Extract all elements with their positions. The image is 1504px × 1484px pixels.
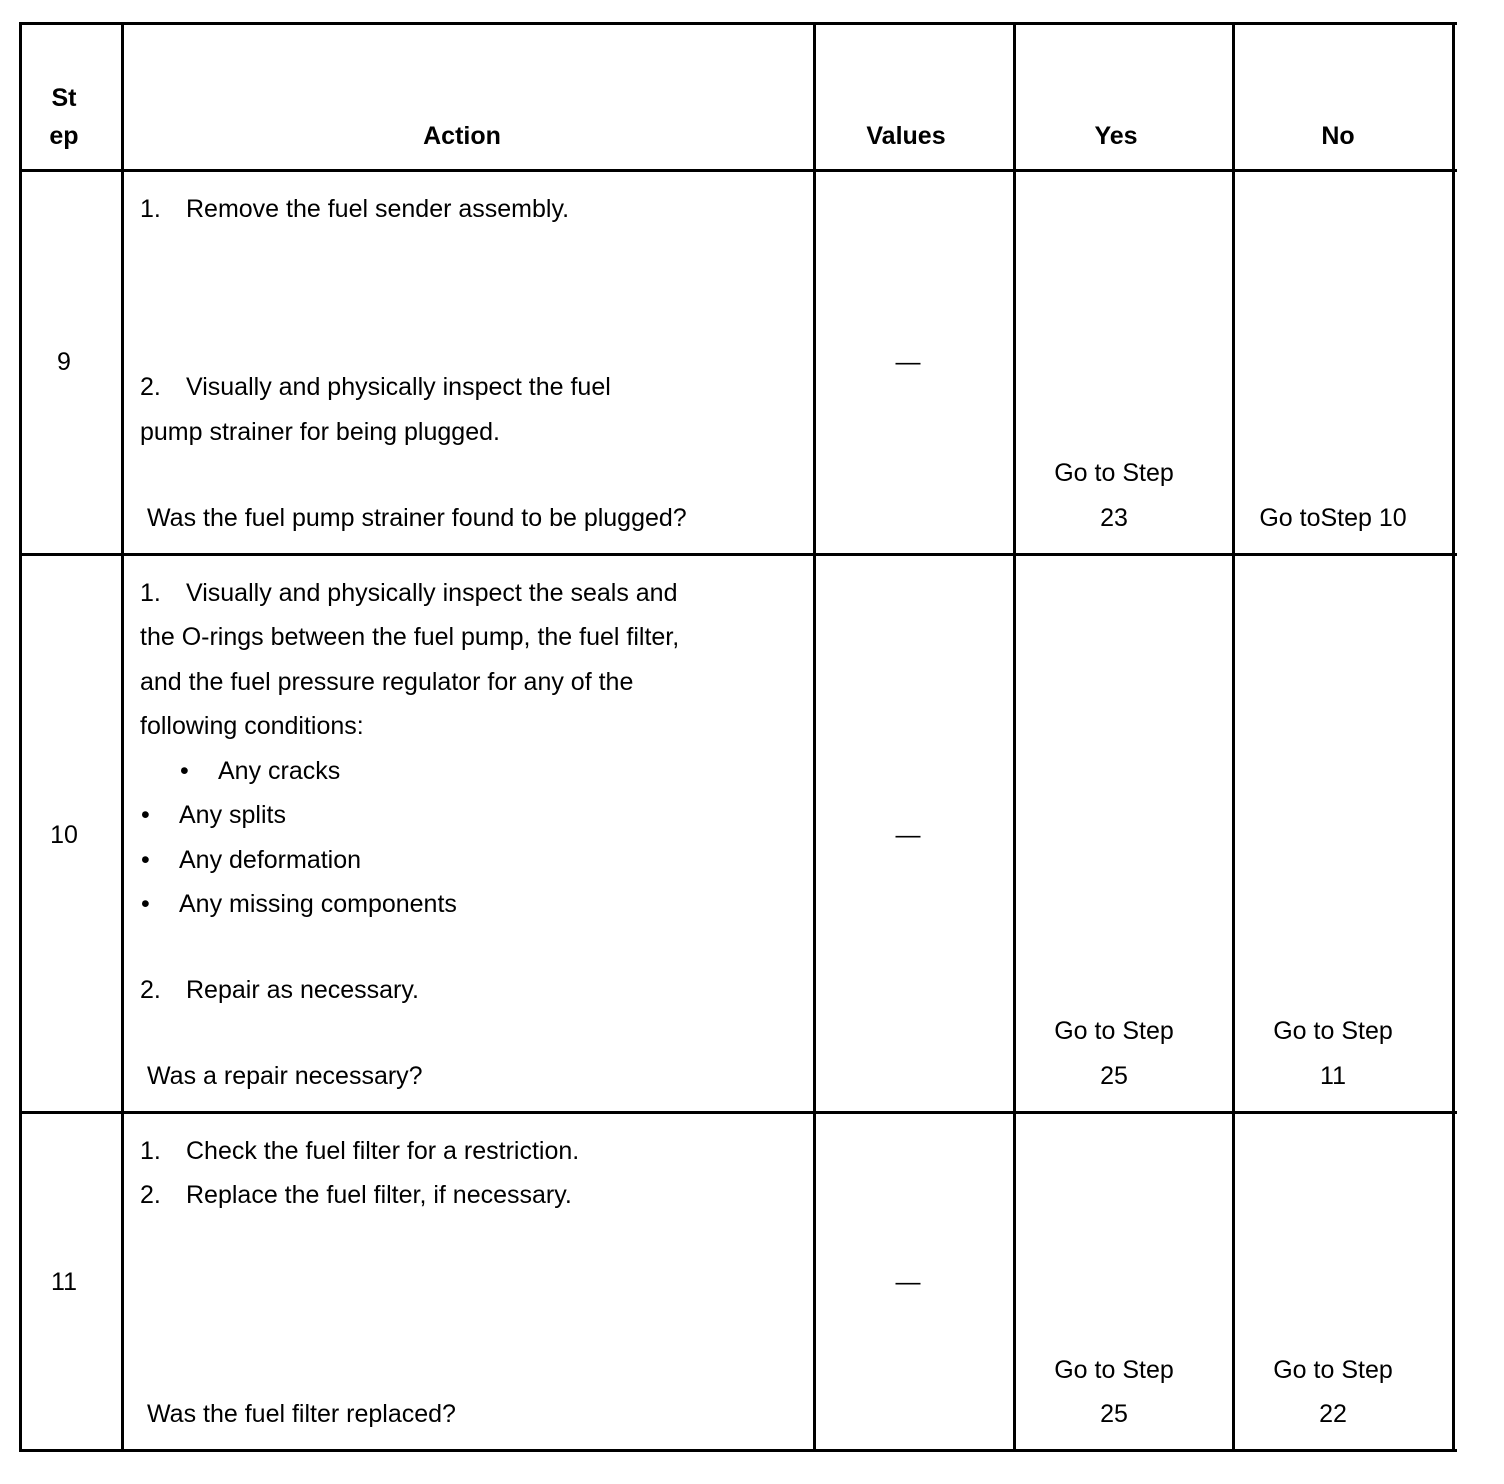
row-divider-10 [19, 1111, 1457, 1114]
no-cell-line2: 11 [1320, 1062, 1346, 1090]
action-question: Was the fuel filter replaced? [147, 1400, 456, 1428]
bullet-text: Any deformation [179, 846, 362, 874]
yes-cell-line1: Go to Step [1054, 459, 1174, 487]
bullet-item [141, 800, 286, 830]
bullet-item [141, 845, 361, 875]
action-item [140, 194, 569, 224]
step-number: 10 [50, 821, 78, 849]
item-text: Remove the fuel sender assembly. [186, 195, 570, 223]
table-border-right [1452, 22, 1455, 1452]
header-divider [19, 169, 1457, 172]
item-text: Visually and physically inspect the fuel [186, 373, 611, 401]
no-cell-line2: 22 [1319, 1400, 1347, 1428]
yes-cell-line1: Go to Step [1054, 1017, 1174, 1045]
bullet-glyph: • [180, 757, 189, 785]
item-text: Visually and physically inspect the seals and [186, 579, 678, 607]
col-divider-yes [1232, 22, 1235, 1452]
item-number: 1. [140, 1137, 161, 1165]
bullet-glyph: • [141, 801, 150, 829]
bullet-item [180, 756, 340, 786]
action-item-continuation: the O-rings between the fuel pump, the fuel filter, [140, 623, 680, 651]
action-item [140, 975, 419, 1005]
yes-cell-line2: 23 [1100, 504, 1128, 532]
header-no: No [1321, 122, 1355, 150]
yes-cell-line2: 25 [1100, 1062, 1128, 1090]
no-cell: Go toStep 10 [1259, 504, 1407, 532]
no-cell-line1: Go to Step [1273, 1017, 1393, 1045]
bullet-glyph: • [141, 890, 150, 918]
yes-cell-line2: 25 [1100, 1400, 1128, 1428]
no-cell-line1: Go to Step [1273, 1356, 1393, 1384]
item-number: 1. [140, 195, 161, 223]
col-divider-values [1013, 22, 1016, 1452]
bullet-text: Any cracks [218, 757, 341, 785]
item-number: 2. [140, 373, 161, 401]
table-border-top [19, 22, 1457, 25]
step-number: 11 [51, 1268, 77, 1296]
item-text: Replace the fuel filter, if necessary. [186, 1181, 572, 1209]
step-number: 9 [57, 348, 71, 376]
row-divider-9 [19, 553, 1457, 556]
yes-cell-line1: Go to Step [1054, 1356, 1174, 1384]
action-item [140, 1136, 579, 1166]
header-action: Action [423, 122, 501, 150]
item-number: 1. [140, 579, 161, 607]
header-values: Values [866, 122, 946, 150]
header-step-line2: ep [49, 122, 79, 150]
bullet-item [141, 889, 457, 919]
action-item [140, 578, 678, 608]
bullet-glyph: • [141, 846, 150, 874]
table-border-bottom [19, 1449, 1457, 1452]
action-item [140, 372, 611, 402]
item-text: Repair as necessary. [186, 976, 419, 1004]
values-cell: — [895, 821, 921, 849]
item-text: Check the fuel filter for a restriction. [186, 1137, 580, 1165]
action-question: Was the fuel pump strainer found to be plugged? [147, 504, 687, 532]
table-border-left [19, 22, 22, 1452]
header-yes: Yes [1094, 122, 1138, 150]
action-item-continuation: pump strainer for being plugged. [140, 418, 500, 446]
values-cell: — [895, 1268, 921, 1296]
bullet-text: Any missing components [179, 890, 457, 918]
action-question: Was a repair necessary? [147, 1062, 423, 1090]
action-item [140, 1180, 572, 1210]
header-step-line1: St [51, 84, 77, 112]
bullet-text: Any splits [179, 801, 286, 829]
col-divider-step [121, 22, 124, 1452]
col-divider-action [813, 22, 816, 1452]
action-item-continuation: and the fuel pressure regulator for any of the [140, 668, 634, 696]
action-item-continuation: following conditions: [140, 712, 364, 740]
item-number: 2. [140, 976, 161, 1004]
values-cell: — [895, 348, 921, 376]
item-number: 2. [140, 1181, 161, 1209]
